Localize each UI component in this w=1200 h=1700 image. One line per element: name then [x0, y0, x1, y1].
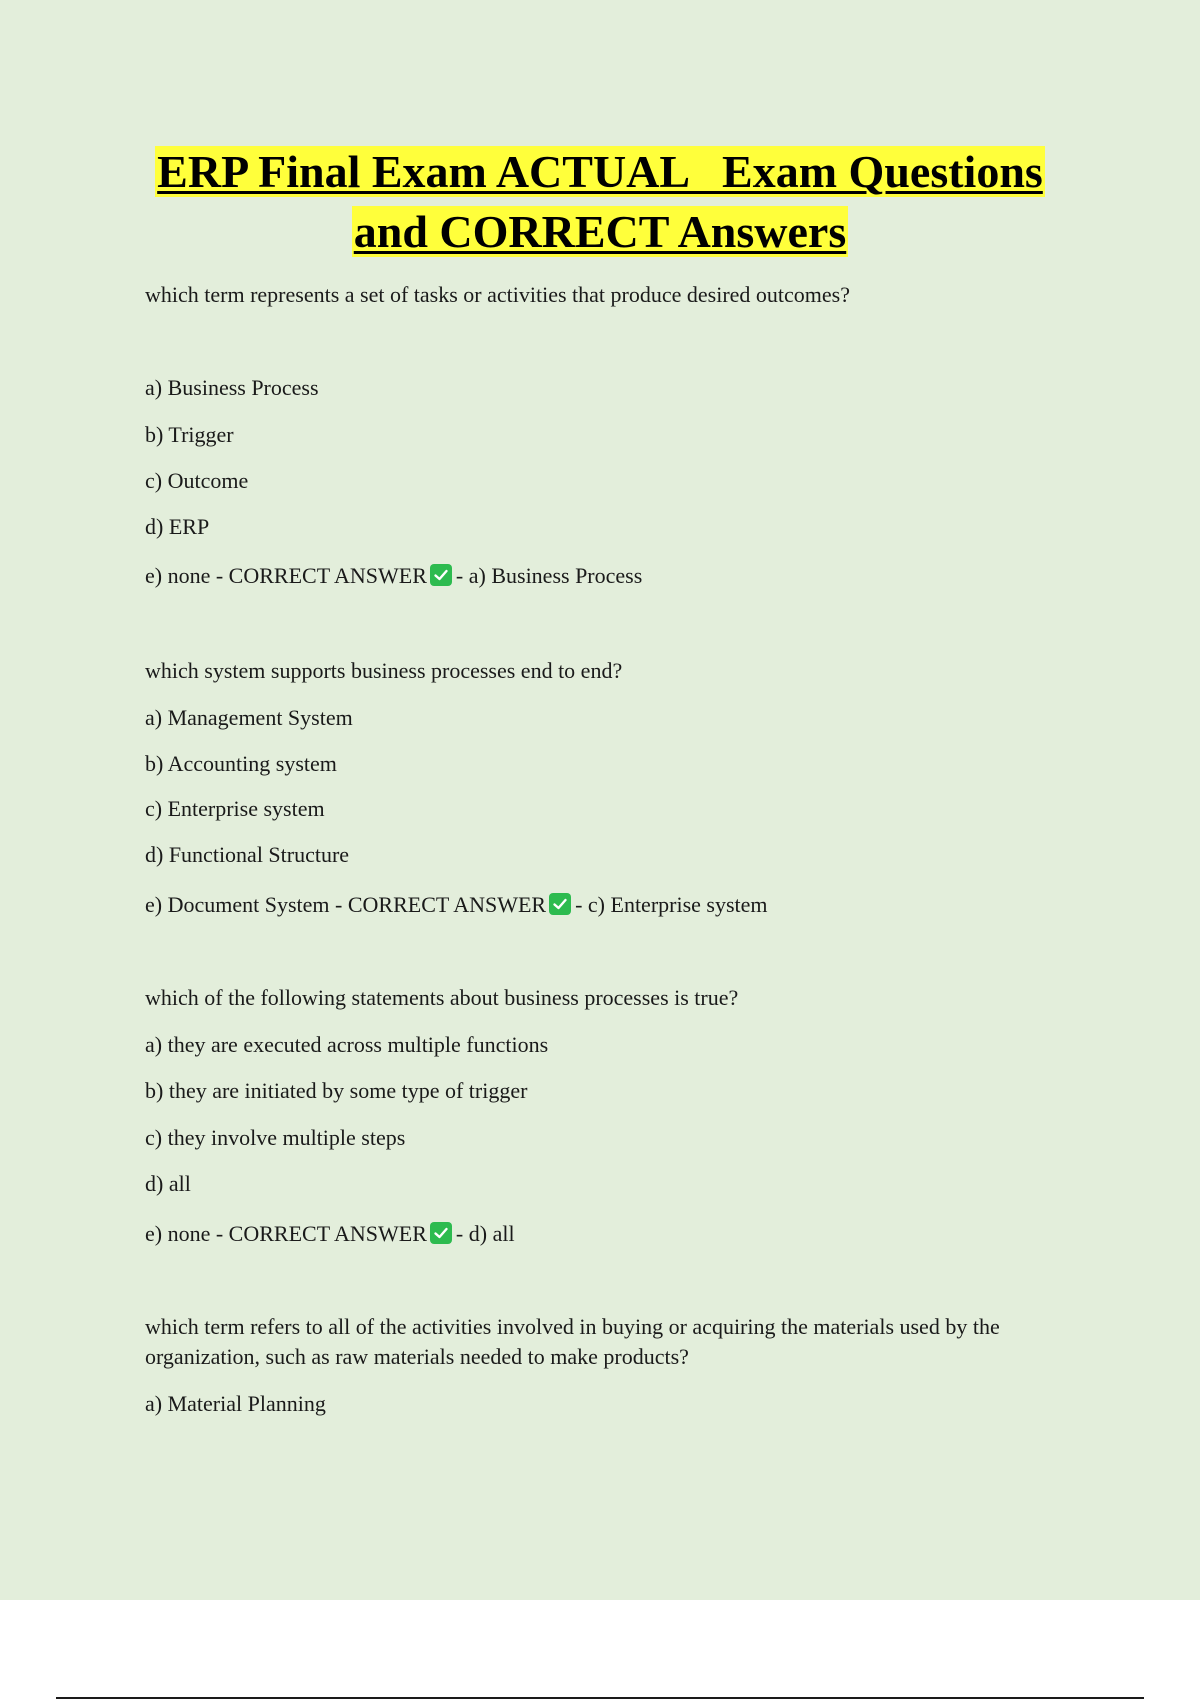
question-1-option-b: b) Trigger	[145, 422, 234, 447]
question-3-option-d: d) all	[145, 1171, 191, 1196]
question-4-option-a: a) Material Planning	[145, 1391, 326, 1416]
question-3-answer-line	[145, 1219, 515, 1249]
question-3-option-a: a) they are executed across multiple functions	[145, 1032, 549, 1057]
check-mark-icon	[549, 893, 571, 915]
question-1-correct-answer: - a) Business Process	[455, 563, 643, 588]
document-title	[0, 142, 1200, 262]
question-1-option-d: d) ERP	[145, 514, 210, 539]
title-line-2: and CORRECT Answers	[353, 206, 847, 257]
question-3-option-e: e) none - CORRECT ANSWER	[145, 1221, 427, 1246]
title-line-1: ERP Final Exam ACTUAL Exam Questions	[157, 146, 1043, 197]
check-mark-icon	[430, 1222, 452, 1244]
question-2-option-c: c) Enterprise system	[145, 796, 325, 821]
question-2-option-e: e) Document System - CORRECT ANSWER	[145, 892, 547, 917]
question-2-answer-line	[145, 890, 768, 920]
question-2-option-d: d) Functional Structure	[145, 842, 350, 867]
question-3-option-b: b) they are initiated by some type of trigger	[145, 1078, 528, 1103]
question-4-prompt: which term refers to all of the activities involved in buying or acquiring the materials used by the organization, such as raw materials needed to make products?	[145, 1314, 1000, 1369]
question-3-option-c: c) they involve multiple steps	[145, 1125, 406, 1150]
question-2-option-b: b) Accounting system	[145, 751, 337, 776]
question-2-option-a: a) Management System	[145, 705, 353, 730]
question-1-option-e: e) none - CORRECT ANSWER	[145, 563, 427, 588]
question-1-prompt: which term represents a set of tasks or activities that produce desired outcomes?	[145, 282, 850, 307]
footer-divider	[56, 1697, 1144, 1699]
question-2-prompt: which system supports business processes end to end?	[145, 658, 623, 683]
question-1-answer-line	[145, 561, 642, 591]
question-3-correct-answer: - d) all	[455, 1221, 515, 1246]
check-mark-icon	[430, 564, 452, 586]
question-1-option-a: a) Business Process	[145, 375, 319, 400]
question-1-option-c: c) Outcome	[145, 468, 249, 493]
question-3-prompt: which of the following statements about business processes is true?	[145, 985, 739, 1010]
question-2-correct-answer: - c) Enterprise system	[575, 892, 768, 917]
